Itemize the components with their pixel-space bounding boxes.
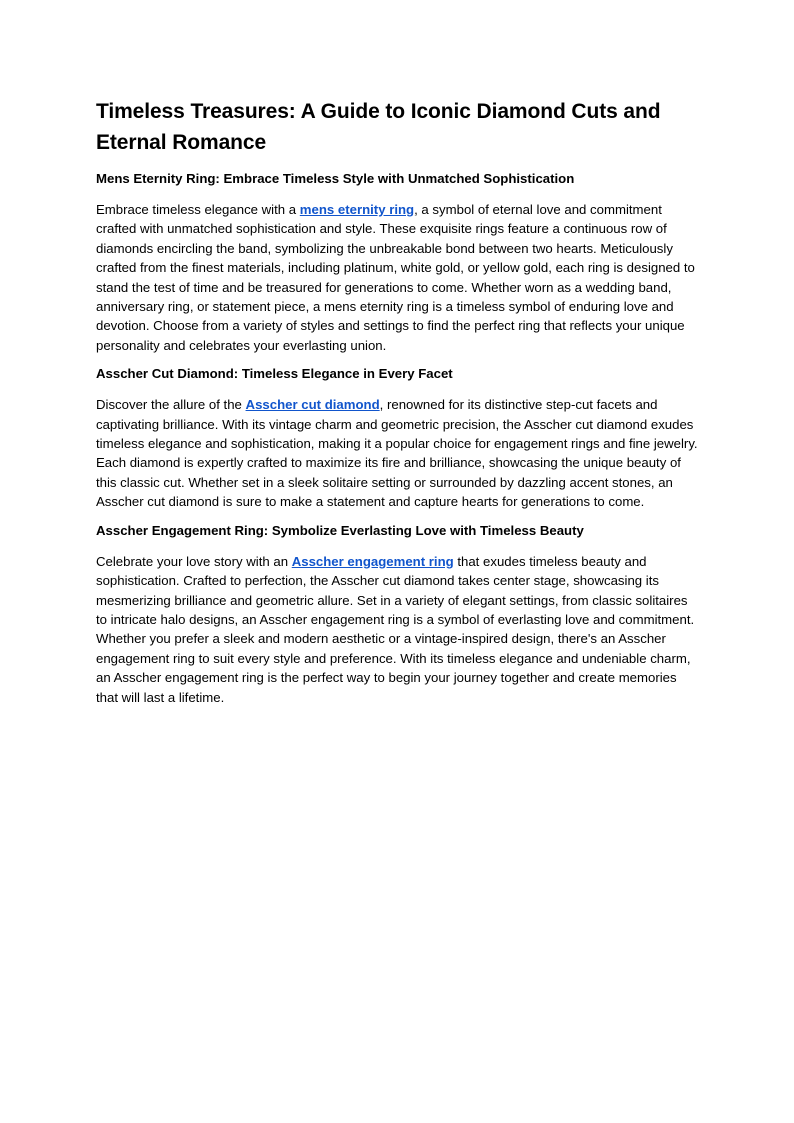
paragraph-text-before: Embrace timeless elegance with a [96, 202, 300, 217]
section-asscher-engagement-ring [96, 522, 700, 707]
asscher-engagement-ring-link[interactable]: Asscher engagement ring [291, 553, 454, 569]
asscher-cut-diamond-link[interactable]: Asscher cut diamond [245, 397, 380, 413]
section-paragraph [96, 200, 700, 355]
paragraph-text-before: Discover the allure of the [96, 397, 246, 413]
section-heading: Asscher Engagement Ring: Symbolize Everlasting Love with Timeless Beauty [96, 522, 584, 538]
paragraph-text-after: , renowned for its distinctive step-cut facets and captivating brilliance. With its vintage charm and geometric precision, the Asscher cut diamond exudes timeless elegance and sophistication, making it a popular choice for engagement rings and fine jewelry. Each diamond is expertly crafted to maximize its fire and brilliance, showcasing the unique beauty of this classic cut. Whether set in a sleek solitaire setting or surrounded by dazzling accent stones, an Asscher cut diamond is sure to make a statement and capture hearts for generations to come. [96, 397, 698, 510]
section-heading: Mens Eternity Ring: Embrace Timeless Style with Unmatched Sophistication [96, 171, 575, 186]
paragraph-text-after: , a symbol of eternal love and commitment crafted with unmatched sophistication and style. These exquisite rings feature a continuous row of diamonds encircling the band, symbolizing the unbreakable bond between two hearts. Meticulously crafted from the finest materials, including platinum, white gold, or yellow gold, each ring is designed to stand the test of time and be treasured for generations to come. Whether worn as a wedding band, anniversary ring, or statement piece, a mens eternity ring is a timeless symbol of enduring love and devotion. Choose from a variety of styles and settings to find the perfect ring that reflects your unique personality and celebrates your everlasting union. [96, 202, 695, 353]
document-page [96, 96, 700, 717]
paragraph-text-before: Celebrate your love story with an [96, 553, 292, 569]
section-paragraph [96, 395, 700, 511]
section-mens-eternity-ring [96, 170, 700, 355]
paragraph-text-after: that exudes timeless beauty and sophistication. Crafted to perfection, the Asscher cut diamond takes center stage, showcasing its mesmerizing brilliance and geometric allure. Set in a variety of elegant settings, from classic solitaires to intricate halo designs, an Asscher engagement ring is a symbol of everlasting love and commitment. Whether you prefer a sleek and modern aesthetic or a vintage-inspired design, there's an Asscher engagement ring to suit every style and preference. With its timeless elegance and undeniable charm, an Asscher engagement ring is the perfect way to begin your journey together and create memories that will last a lifetime. [96, 553, 695, 705]
mens-eternity-ring-link[interactable]: mens eternity ring [299, 202, 415, 217]
section-paragraph [96, 552, 700, 707]
page-title: Timeless Treasures: A Guide to Iconic Diamond Cuts and Eternal Romance [96, 100, 661, 154]
section-asscher-cut-diamond [96, 365, 700, 511]
section-heading: Asscher Cut Diamond: Timeless Elegance in Every Facet [96, 366, 453, 382]
